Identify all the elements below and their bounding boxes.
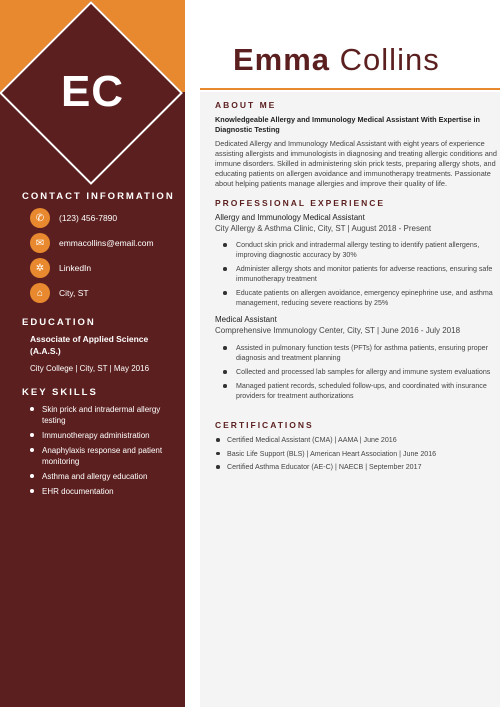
job-bullet: Administer allergy shots and monitor patients for adverse reactions, ensuring safe immunotherapy treatment [222,264,500,284]
education-heading: EDUCATION [22,317,96,328]
last-name: Collins [339,42,440,77]
contact-location [30,283,89,303]
skill-item: Anaphylaxis response and patient monitoring [30,445,170,467]
job-title: Medical Assistant [215,315,277,324]
certification-item: Certified Asthma Educator (AE-C) | NAECB | September 2017 [215,462,500,472]
email-icon: ✉ [30,233,50,253]
first-name: Emma [233,42,331,77]
skill-item: EHR documentation [30,486,170,497]
job-bullet: Conduct skin prick and intradermal allergy testing to identify patient allergens, improving diagnostic accuracy by 30% [222,240,500,260]
job-bullet: Educate patients on allergen avoidance, emergency epinephrine use, and asthma management, reducing severe reactions by 25% [222,288,500,308]
about-text: Dedicated Allergy and Immunology Medical Assistant with eight years of experience assisting allergists and immunologists in diagnosing and treating allergic conditions and immune disorders. Skilled in administering skin prick tests, preparing allergy shots, and educating patients on allergen avoidance and immunotherapy treatments. Passionate about helping patients manage allergies and improve their quality of life. [215,139,497,188]
phone-text: (123) 456-7890 [59,213,118,223]
location-icon: ⌂ [30,283,50,303]
job-meta: Comprehensive Immunology Center, City, ST | June 2016 - July 2018 [215,326,461,335]
email-text: emmacollins@email.com [59,238,154,248]
experience-heading: PROFESSIONAL EXPERIENCE [215,198,386,208]
job-title: Allergy and Immunology Medical Assistant [215,213,365,222]
contact-phone[interactable] [30,208,117,228]
certifications-list [215,435,500,476]
skill-item: Immunotherapy administration [30,430,170,441]
certifications-heading: CERTIFICATIONS [215,420,314,430]
contact-linkedin[interactable] [30,258,91,278]
main-column [185,0,500,707]
location-text: City, ST [59,288,89,298]
job-bullets [222,240,500,312]
monogram: EC [60,67,125,116]
name-divider [200,88,500,90]
skills-list [30,404,170,501]
linkedin-text: LinkedIn [59,263,92,273]
phone-icon: ✆ [30,208,50,228]
sidebar [0,0,185,707]
job-bullets [222,343,500,405]
linkedin-icon: ✲ [30,258,50,278]
job-bullet: Managed patient records, scheduled follow-ups, and coordinated with insurance providers for treatment authorizations [222,381,500,401]
education-degree: Associate of Applied Science (A.A.S.) [30,334,149,356]
contact-heading: CONTACT INFORMATION [22,191,175,202]
certification-item: Basic Life Support (BLS) | American Heart Association | June 2016 [215,449,500,459]
certification-item: Certified Medical Assistant (CMA) | AAMA | June 2016 [215,435,500,445]
candidate-name [233,42,440,78]
resume-body [200,92,500,707]
education-school: City College | City, ST | May 2016 [30,364,150,373]
job-bullet: Collected and processed lab samples for allergy and immune system evaluations [222,367,500,377]
contact-email[interactable] [30,233,154,253]
job-bullet: Assisted in pulmonary function tests (PFTs) for asthma patients, ensuring proper diagnosis and treatment planning [222,343,500,363]
skill-item: Skin prick and intradermal allergy testing [30,404,170,426]
about-heading: ABOUT ME [215,100,277,110]
job-meta: City Allergy & Asthma Clinic, City, ST | August 2018 - Present [215,224,432,233]
about-title: Knowledgeable Allergy and Immunology Medical Assistant With Expertise in Diagnostic Testing [215,115,480,134]
skills-heading: KEY SKILLS [22,387,98,398]
skill-item: Asthma and allergy education [30,471,170,482]
